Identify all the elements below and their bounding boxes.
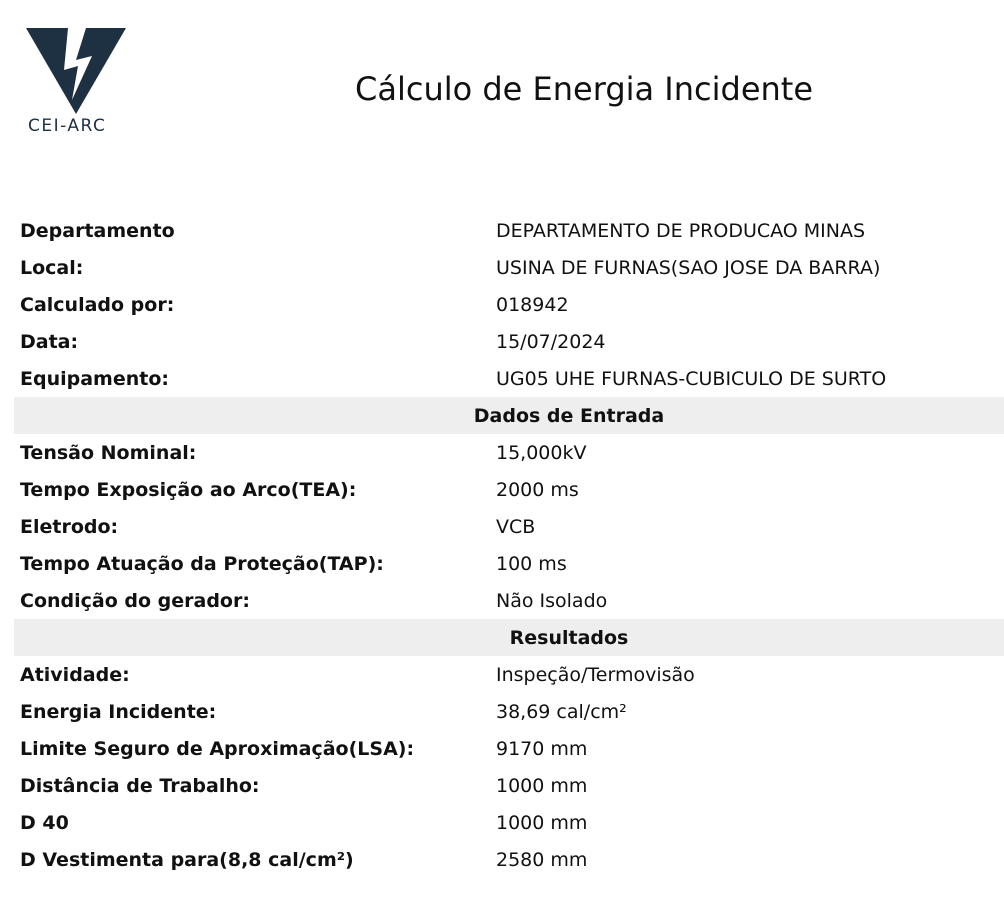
- cei-arc-logo: [22, 24, 132, 136]
- field-label: Departamento: [20, 219, 175, 242]
- table-row: [14, 693, 1004, 730]
- table-row: [14, 582, 1004, 619]
- table-row: [14, 508, 1004, 545]
- field-label: D Vestimenta para(8,8 cal/cm²): [20, 848, 354, 871]
- lightning-shield-icon: [26, 26, 126, 116]
- field-label: Condição do gerador:: [20, 589, 250, 612]
- field-value: 100 ms: [496, 552, 567, 575]
- field-value: VCB: [496, 515, 536, 538]
- table-row: [14, 804, 1004, 841]
- page-title: Cálculo de Energia Incidente: [355, 70, 814, 108]
- field-label: Energia Incidente:: [20, 700, 217, 723]
- field-label: Tempo Atuação da Proteção(TAP):: [20, 552, 384, 575]
- field-value: 2000 ms: [496, 478, 579, 501]
- table-row: [14, 656, 1004, 693]
- field-value: 15/07/2024: [496, 330, 606, 353]
- table-row: [14, 212, 1004, 249]
- field-value: 2580 mm: [496, 848, 588, 871]
- field-label: Equipamento:: [20, 367, 169, 390]
- table-row: [14, 730, 1004, 767]
- field-value: DEPARTAMENTO DE PRODUCAO MINAS: [496, 219, 866, 242]
- field-label: Data:: [20, 330, 79, 353]
- field-label: Calculado por:: [20, 293, 175, 316]
- field-value: UG05 UHE FURNAS-CUBICULO DE SURTO: [496, 367, 887, 390]
- table-row: [14, 323, 1004, 360]
- field-label: Tensão Nominal:: [20, 441, 197, 464]
- section-header-dados-de-entrada: Dados de Entrada: [14, 397, 1004, 434]
- table-row: [14, 286, 1004, 323]
- field-value: 38,69 cal/cm²: [496, 700, 627, 723]
- field-label: D 40: [20, 811, 69, 834]
- table-row: [14, 841, 1004, 878]
- logo-text: CEI-ARC: [28, 116, 107, 136]
- field-label: Eletrodo:: [20, 515, 119, 538]
- table-row: [14, 545, 1004, 582]
- field-value: 1000 mm: [496, 774, 588, 797]
- field-value: 15,000kV: [496, 441, 587, 464]
- field-label: Limite Seguro de Aproximação(LSA):: [20, 737, 415, 760]
- table-row: [14, 471, 1004, 508]
- field-value: Não Isolado: [496, 589, 608, 612]
- table-row: [14, 360, 1004, 397]
- table-row: [14, 249, 1004, 286]
- field-value: USINA DE FURNAS(SAO JOSE DA BARRA): [496, 256, 881, 279]
- field-value: 018942: [496, 293, 569, 316]
- table-row: [14, 767, 1004, 804]
- field-value: 9170 mm: [496, 737, 588, 760]
- field-label: Tempo Exposição ao Arco(TEA):: [20, 478, 357, 501]
- table-row: [14, 434, 1004, 471]
- field-value: Inspeção/Termovisão: [496, 663, 695, 686]
- field-label: Distância de Trabalho:: [20, 774, 260, 797]
- field-label: Local:: [20, 256, 84, 279]
- report-table: [14, 212, 1004, 878]
- field-label: Atividade:: [20, 663, 130, 686]
- field-value: 1000 mm: [496, 811, 588, 834]
- section-header-resultados: Resultados: [14, 619, 1004, 656]
